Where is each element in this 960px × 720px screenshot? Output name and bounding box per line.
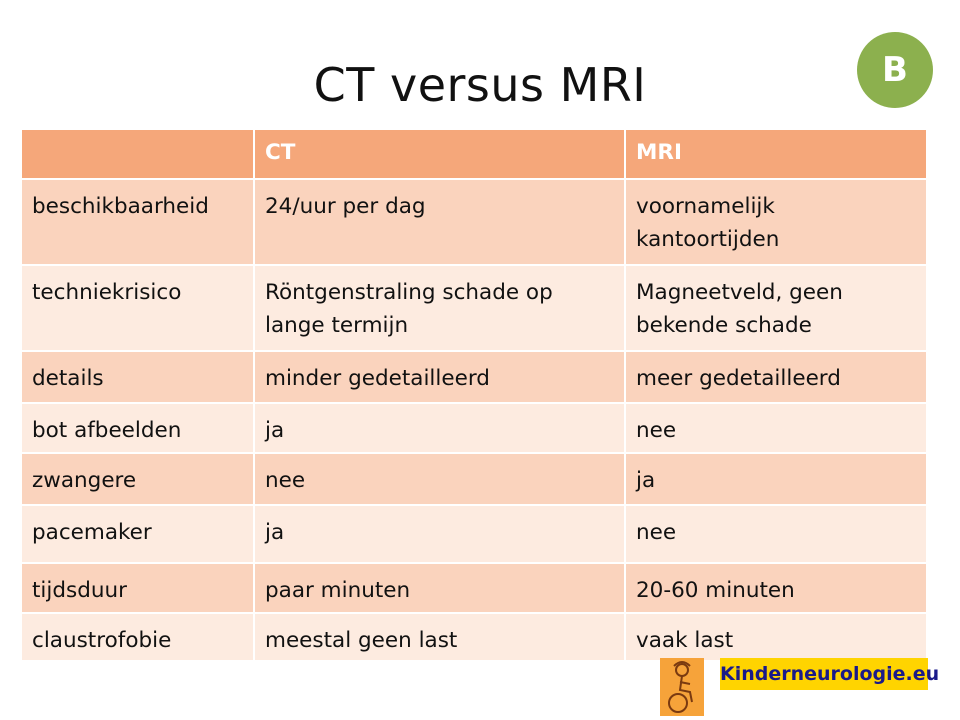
table-row	[21, 505, 927, 563]
ct-cell: paar minuten	[254, 563, 625, 613]
row-label: bot afbeelden	[21, 403, 254, 453]
mri-cell: Magneetveld, geen bekende schade	[625, 265, 927, 351]
table-header-row	[21, 129, 927, 179]
row-label: details	[21, 351, 254, 403]
ct-cell: meestal geen last	[254, 613, 625, 661]
table-row	[21, 179, 927, 265]
slide-title: CT versus MRI	[313, 58, 647, 112]
mri-cell: meer gedetailleerd	[625, 351, 927, 403]
table-row	[21, 403, 927, 453]
mri-cell: ja	[625, 453, 927, 505]
row-label: beschikbaarheid	[21, 179, 254, 265]
header-cell-empty	[21, 129, 254, 179]
slide-badge: B	[857, 32, 933, 108]
mri-cell: nee	[625, 505, 927, 563]
header-cell-mri: MRI	[625, 129, 927, 179]
logo-text: Kinderneurologie.eu	[720, 658, 928, 690]
comparison-table	[20, 128, 928, 662]
table-row	[21, 613, 927, 661]
site-logo[interactable]	[660, 658, 940, 716]
ct-cell: ja	[254, 403, 625, 453]
row-label: techniekrisico	[21, 265, 254, 351]
row-label: pacemaker	[21, 505, 254, 563]
mri-cell: 20-60 minuten	[625, 563, 927, 613]
ct-cell: 24/uur per dag	[254, 179, 625, 265]
mri-cell: nee	[625, 403, 927, 453]
row-label: zwangere	[21, 453, 254, 505]
table-row	[21, 563, 927, 613]
table-row	[21, 453, 927, 505]
mri-cell: voornamelijk kantoortijden	[625, 179, 927, 265]
ct-cell: minder gedetailleerd	[254, 351, 625, 403]
ct-cell: nee	[254, 453, 625, 505]
row-label: claustrofobie	[21, 613, 254, 661]
table-row	[21, 265, 927, 351]
header-cell-ct: CT	[254, 129, 625, 179]
row-label: tijdsduur	[21, 563, 254, 613]
ct-cell: ja	[254, 505, 625, 563]
mri-cell: vaak last	[625, 613, 927, 661]
ct-cell: Röntgenstraling schade op lange termijn	[254, 265, 625, 351]
wheelchair-figure-icon	[660, 658, 704, 716]
table-row	[21, 351, 927, 403]
